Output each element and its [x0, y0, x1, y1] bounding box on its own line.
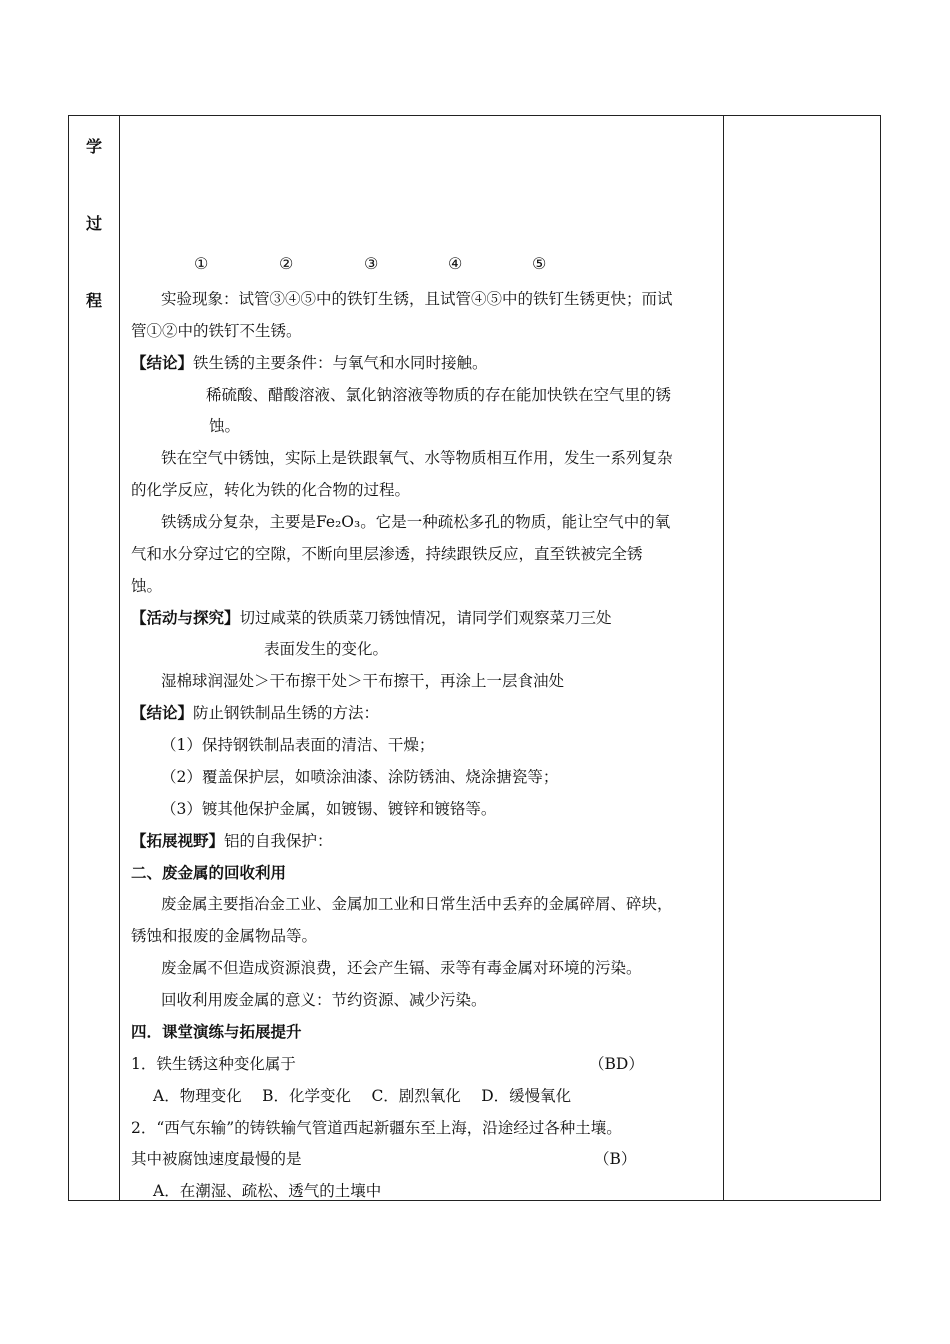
text-line: （1）保持钢铁制品表面的清洁、干燥； [161, 736, 435, 754]
text-line: 蚀。 [209, 417, 241, 435]
question-1-options: A．物理变化 B．化学变化 C．剧烈氧化 D．缓慢氧化 [153, 1087, 572, 1105]
text-line: 实验现象：试管③④⑤中的铁钉生锈，且试管④⑤中的铁钉生锈更快；而试 [161, 290, 673, 308]
question-1: 1．铁生锈这种变化属于 [131, 1055, 296, 1073]
side-label-char: 程 [85, 291, 102, 310]
section-heading: 【结论】 [131, 703, 194, 722]
test-tube-number: ① [194, 254, 209, 273]
text-line: 铁在空气中锈蚀，实际上是铁跟氧气、水等物质相互作用，发生一系列复杂 [161, 449, 673, 467]
test-tube-number: ④ [448, 254, 463, 273]
test-tube-number: ③ [364, 254, 379, 273]
text-line: 废金属主要指冶金工业、金属加工业和日常生活中丢弃的金属碎屑、碎块， [161, 895, 673, 913]
question-2-option-a: A．在潮湿、疏松、透气的土壤中 [153, 1182, 382, 1200]
text-line: 废金属不但造成资源浪费，还会产生镉、汞等有毒金属对环境的污染。 [161, 959, 642, 977]
text-line: 【活动与探究】切过咸菜的铁质菜刀锈蚀情况，请同学们观察菜刀三处 [131, 608, 612, 627]
text-line: （3）镀其他保护金属，如镀锡、镀锌和镀铬等。 [161, 800, 497, 818]
text-line: 铁锈成分复杂，主要是Fe₂O₃。它是一种疏松多孔的物质，能让空气中的氧 [161, 513, 671, 531]
question-2-cont: 其中被腐蚀速度最慢的是 [131, 1150, 302, 1168]
text-line: 锈蚀和报废的金属物品等。 [131, 927, 318, 945]
section-heading: 四．课堂演练与拓展提升 [131, 1022, 302, 1041]
text-line: 【结论】铁生锈的主要条件：与氧气和水同时接触。 [131, 353, 488, 372]
side-label-char: 学 [85, 137, 102, 156]
side-label-char: 过 [85, 214, 102, 233]
test-tube-number: ② [279, 254, 294, 273]
text-line: （2）覆盖保护层，如喷涂油漆、涂防锈油、烧涂搪瓷等； [161, 768, 559, 786]
column-divider-right [723, 116, 724, 1200]
text-line: 回收利用废金属的意义：节约资源、减少污染。 [161, 991, 487, 1009]
text-line: 表面发生的变化。 [264, 640, 389, 658]
question-2: 2．“西气东输”的铸铁输气管道西起新疆东至上海，沿途经过各种土壤。 [131, 1119, 622, 1137]
text-line: 【结论】防止钢铁制品生锈的方法： [131, 703, 380, 722]
column-divider-left [119, 116, 120, 1200]
text-line: 稀硫酸、醋酸溶液、氯化钠溶液等物质的存在能加快铁在空气里的锈 [206, 386, 672, 404]
test-tube-number: ⑤ [532, 254, 547, 273]
answer-2: （B） [594, 1150, 637, 1168]
text-line: 管①②中的铁钉不生锈。 [131, 322, 302, 340]
text-line: 的化学反应，转化为铁的化合物的过程。 [131, 481, 411, 499]
main-table [68, 115, 881, 1201]
section-heading: 【活动与探究】 [131, 608, 240, 627]
text-line: 【拓展视野】铝的自我保护： [131, 831, 333, 850]
text-line: 蚀。 [131, 577, 163, 595]
answer-1: （BD） [589, 1055, 644, 1073]
text-line: 气和水分穿过它的空隙，不断向里层渗透，持续跟铁反应，直至铁被完全锈 [131, 545, 643, 563]
section-heading: 【拓展视野】 [131, 831, 225, 850]
section-heading: 二、废金属的回收利用 [131, 863, 287, 882]
text-line: 湿棉球润湿处＞干布擦干处＞干布擦干，再涂上一层食油处 [161, 672, 565, 690]
section-heading: 【结论】 [131, 353, 194, 372]
